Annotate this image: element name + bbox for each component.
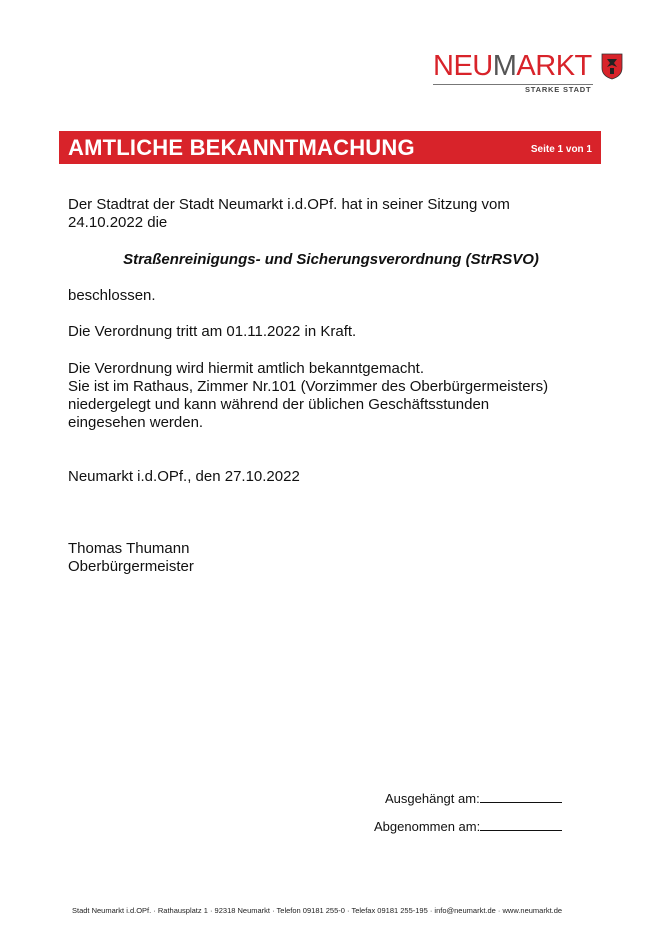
city-crest-icon [601,53,623,80]
regulation-title: Straßenreinigungs- und Sicherungsverordnung (StrRSVO) [123,251,539,268]
logo-word-part2: M [492,50,517,82]
intro-line-1: Der Stadtrat der Stadt Neumarkt i.d.OPf. hat in seiner Sitzung vom [68,196,510,213]
notice-banner [59,131,601,164]
posted-label: Ausgehängt am: [385,791,480,806]
signer-title: Oberbürgermeister [68,558,194,575]
publish-line-2: Sie ist im Rathaus, Zimmer Nr.101 (Vorzimmer des Oberbürgermeisters) [68,378,549,395]
footer-contact: Stadt Neumarkt i.d.OPf. · Rathausplatz 1 · 92318 Neumarkt · Telefon 09181 255-0 · Telefax 09181 255-195 · info@neumarkt.de · www.neumarkt.de [72,906,563,915]
removed-label: Abgenommen am: [374,819,481,834]
place-date: Neumarkt i.d.OPf., den 27.10.2022 [68,468,300,485]
logo-wordmark [433,50,592,82]
effective-date-text: Die Verordnung tritt am 01.11.2022 in Kraft. [68,323,357,340]
signer-name: Thomas Thumann [68,540,190,557]
publish-line-1: Die Verordnung wird hiermit amtlich bekanntgemacht. [68,360,425,377]
posted-stamp [385,790,562,806]
decided-text: beschlossen. [68,287,156,304]
publish-line-4: eingesehen werden. [68,414,204,431]
logo-tagline: STARKE STADT [525,85,592,94]
publish-line-3: niedergelegt und kann während der üblichen Geschäftsstunden [68,396,490,413]
removed-stamp [374,818,562,834]
notice-title: AMTLICHE BEKANNTMACHUNG [68,135,415,160]
city-logo [433,50,625,98]
posted-date-blank [480,790,562,803]
page-indicator: Seite 1 von 1 [530,144,592,155]
intro-line-2: 24.10.2022 die [68,214,168,231]
logo-word-part1: NEU [433,50,493,82]
removed-date-blank [480,818,562,831]
logo-word-part3: ARKT [516,50,592,82]
